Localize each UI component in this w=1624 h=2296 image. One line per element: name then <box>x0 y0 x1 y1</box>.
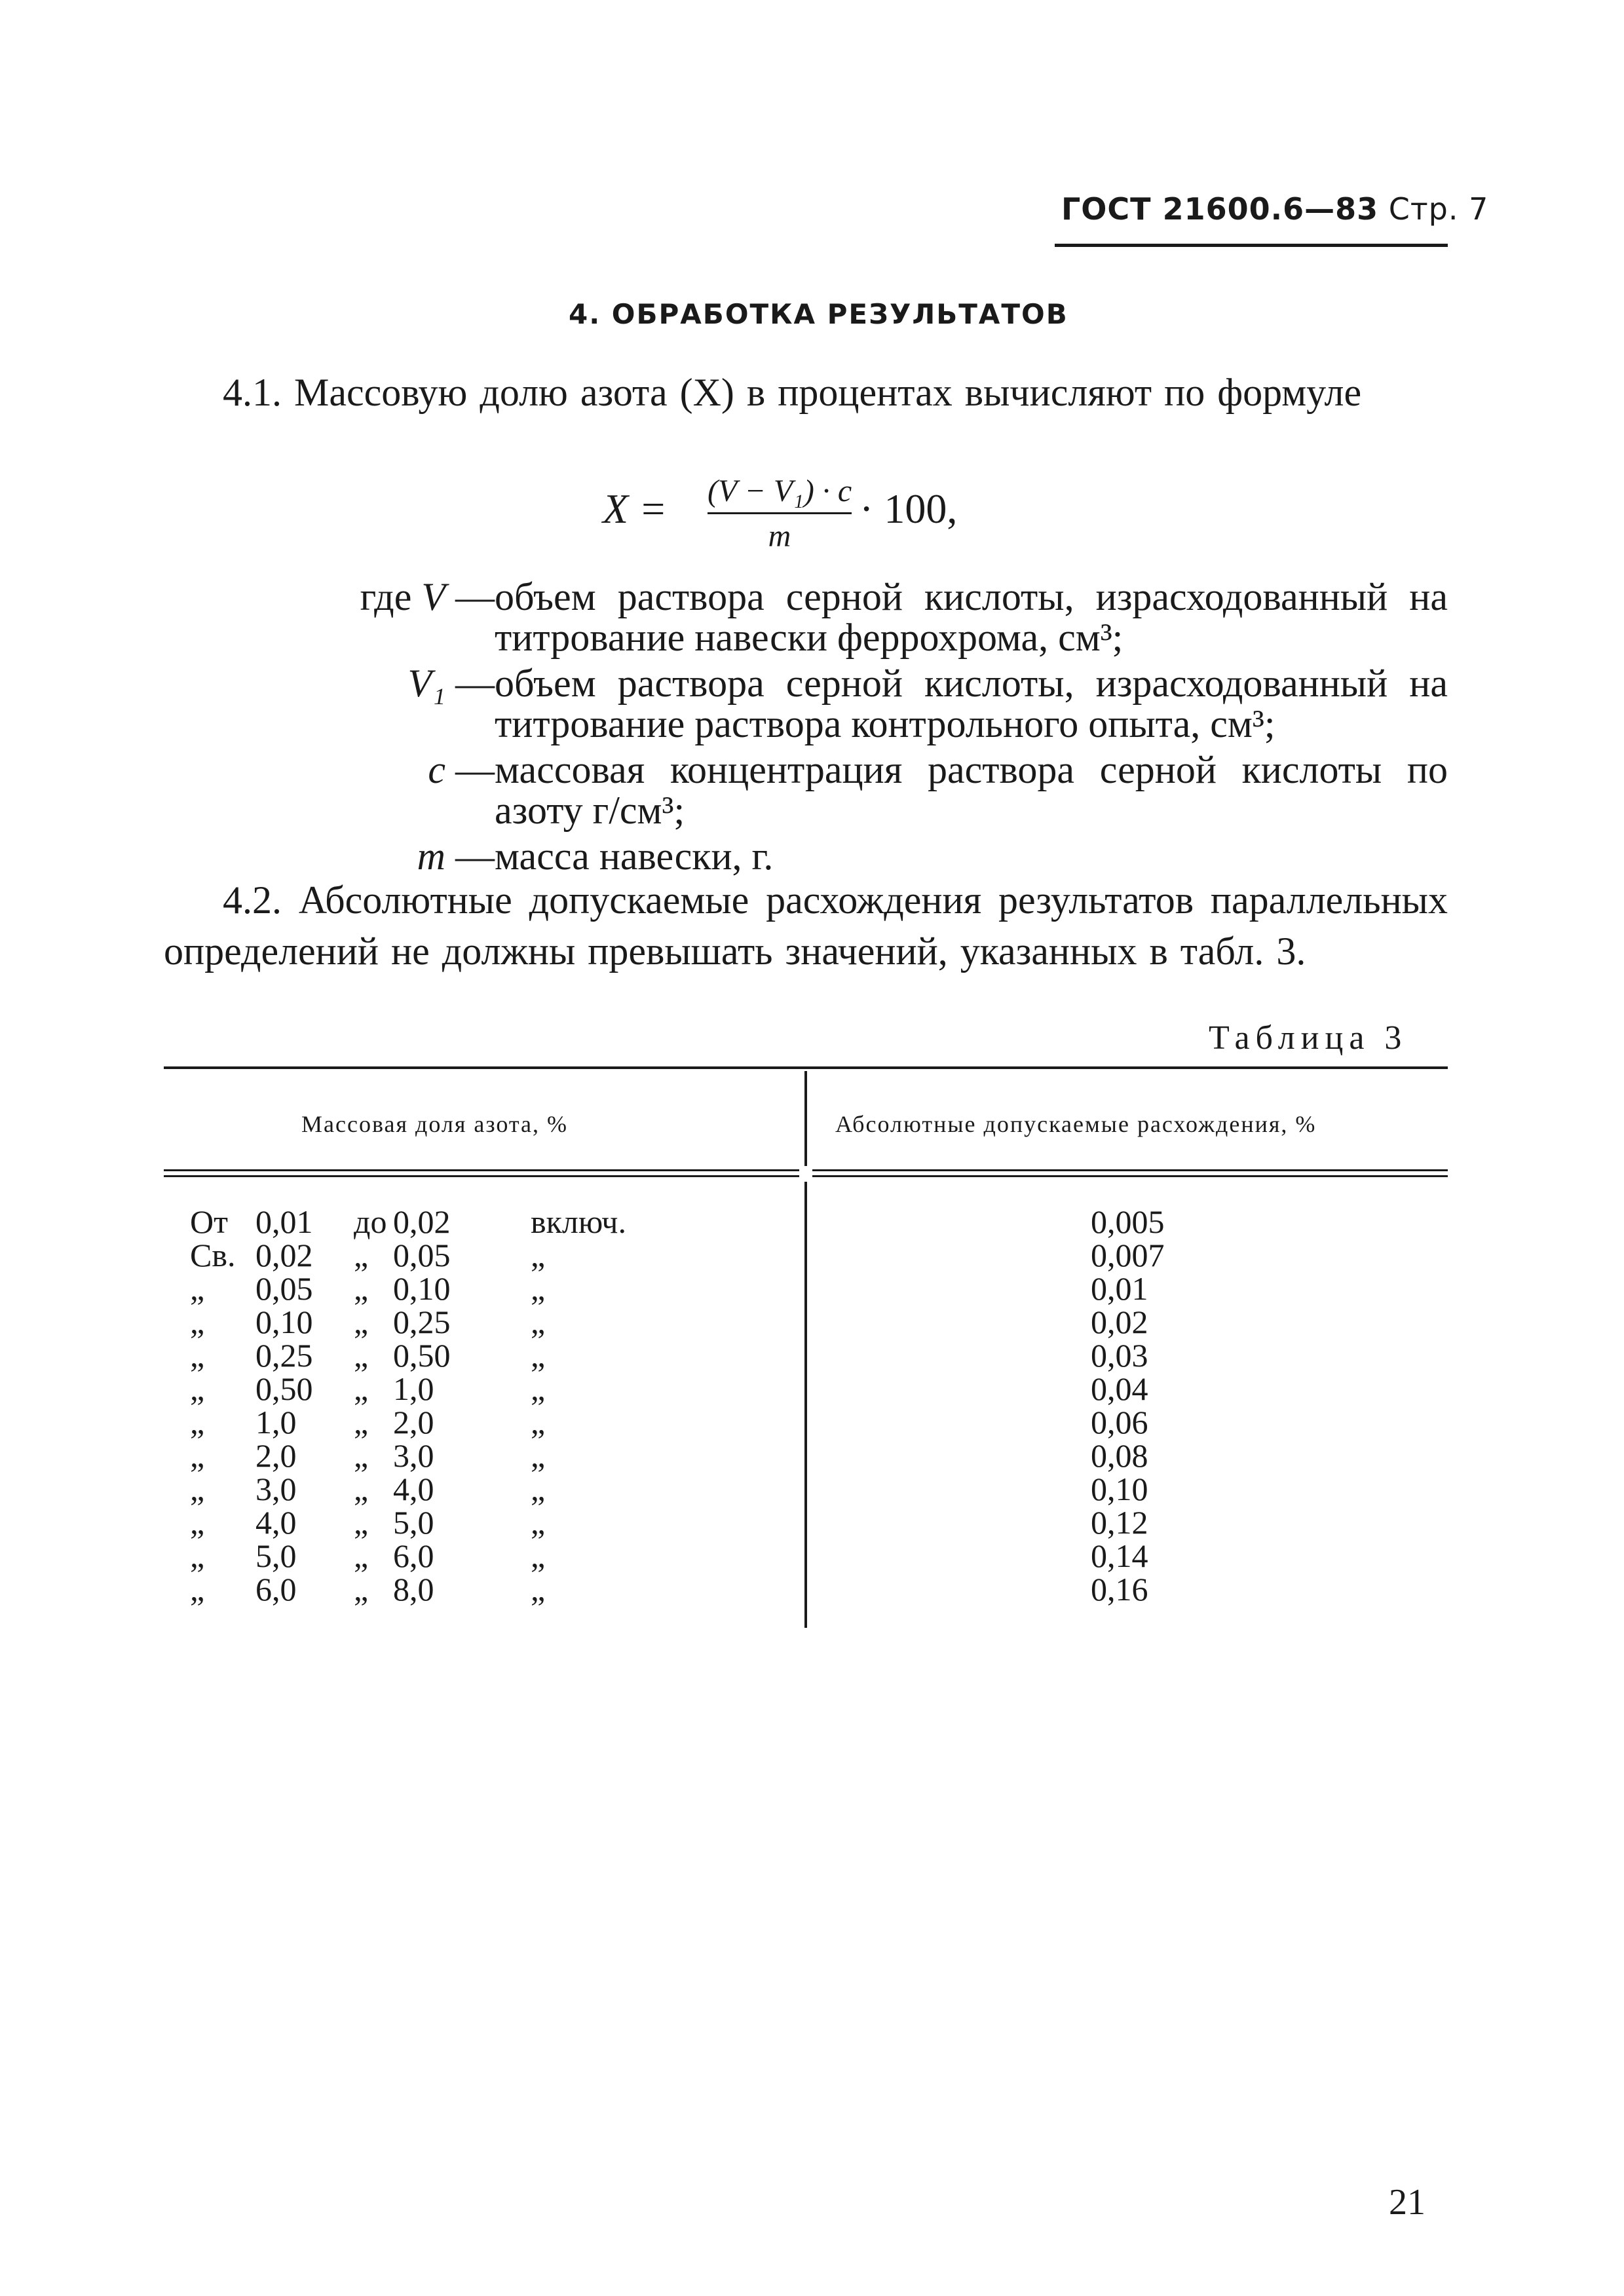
range-suffix: „ <box>531 1437 546 1474</box>
range-suffix: „ <box>531 1404 546 1440</box>
range-to: 3,0 <box>393 1437 434 1474</box>
range-prefix: „ <box>190 1471 205 1507</box>
table-cell-value: 0,03 <box>1091 1337 1148 1374</box>
table-row <box>190 1339 596 1372</box>
table-cell-value: 0,16 <box>1091 1571 1148 1608</box>
table-row <box>190 1272 596 1306</box>
definition-item <box>164 749 1448 831</box>
definition-dash: — <box>445 748 495 791</box>
definition-item <box>164 663 1448 744</box>
range-sep: „ <box>354 1370 369 1407</box>
range-suffix: включ. <box>531 1203 626 1240</box>
definition-text: масса навески, г. <box>495 835 774 878</box>
paragraph-4-1: 4.1. Массовую долю азота (X) в процентах вычисляют по формуле <box>223 371 1362 414</box>
table-column-ranges <box>190 1203 626 1608</box>
range-sep: „ <box>354 1471 369 1507</box>
range-sep: „ <box>354 1504 369 1541</box>
range-from: 0,01 <box>255 1203 313 1240</box>
formula-denominator: m <box>768 519 791 554</box>
table-cell-value: 0,14 <box>1091 1537 1148 1574</box>
table-cell-value: 0,04 <box>1091 1370 1148 1407</box>
fraction-bar <box>708 512 852 514</box>
formula-numerator: (V − V₁) · c <box>708 474 852 508</box>
range-to: 0,25 <box>393 1304 451 1340</box>
page-label: Стр. 7 <box>1388 191 1489 227</box>
range-to: 8,0 <box>393 1571 434 1608</box>
range-from: 0,10 <box>255 1304 313 1340</box>
range-from: 5,0 <box>255 1537 297 1574</box>
range-suffix: „ <box>531 1270 546 1307</box>
table-header-discrepancy: Абсолютные допускаемые расхождения, % <box>835 1111 1317 1137</box>
range-suffix: „ <box>531 1537 546 1574</box>
table-column-values <box>1091 1205 1165 1606</box>
definition-dash: — <box>445 662 495 705</box>
section-title: 4. ОБРАБОТКА РЕЗУЛЬТАТОВ <box>569 298 1068 330</box>
definition-dash: — <box>445 575 495 618</box>
range-suffix: „ <box>531 1370 546 1407</box>
range-from: 6,0 <box>255 1571 297 1608</box>
definition-text: объем раствора серной кислоты, израсходованный на титрование раствора контрольного опыта, см³; <box>495 662 1448 745</box>
definition-text: объем раствора серной кислоты, израсходованный на титрование навески феррохрома, см³; <box>495 575 1448 659</box>
definition-symbol: m <box>417 835 445 878</box>
page-header <box>1061 191 1488 227</box>
formula-lhs: X = <box>603 485 668 532</box>
range-to: 6,0 <box>393 1537 434 1574</box>
range-prefix: Св. <box>190 1237 236 1273</box>
range-to: 2,0 <box>393 1404 434 1440</box>
range-sep: до <box>354 1203 387 1240</box>
table-row <box>190 1573 596 1606</box>
range-suffix: „ <box>531 1337 546 1374</box>
range-from: 0,02 <box>255 1237 313 1273</box>
table-cell-value: 0,08 <box>1091 1437 1148 1474</box>
table-cell-value: 0,02 <box>1091 1304 1148 1340</box>
range-from: 0,25 <box>255 1337 313 1374</box>
range-to: 1,0 <box>393 1370 434 1407</box>
table-row <box>190 1239 596 1272</box>
page-number: 21 <box>1389 2182 1426 2223</box>
table-cell-value: 0,01 <box>1091 1270 1148 1307</box>
range-suffix: „ <box>531 1237 546 1273</box>
table-row <box>190 1406 596 1439</box>
range-suffix: „ <box>531 1304 546 1340</box>
table-cell-value: 0,10 <box>1091 1471 1148 1507</box>
range-sep: „ <box>354 1237 369 1273</box>
range-sep: „ <box>354 1437 369 1474</box>
range-prefix: „ <box>190 1270 205 1307</box>
table-cell-value: 0,007 <box>1091 1237 1165 1273</box>
range-from: 0,05 <box>255 1270 313 1307</box>
range-from: 4,0 <box>255 1504 297 1541</box>
range-sep: „ <box>354 1304 369 1340</box>
table-row <box>190 1473 596 1506</box>
range-prefix: „ <box>190 1337 205 1374</box>
range-from: 0,50 <box>255 1370 313 1407</box>
range-prefix: „ <box>190 1504 205 1541</box>
standard-number: ГОСТ 21600.6—83 <box>1061 191 1379 227</box>
table-row <box>190 1306 596 1339</box>
formula-fraction <box>708 472 852 556</box>
table-column-divider <box>804 1071 807 1628</box>
range-sep: „ <box>354 1571 369 1608</box>
range-prefix: „ <box>190 1537 205 1574</box>
range-to: 5,0 <box>393 1504 434 1541</box>
range-prefix: „ <box>190 1370 205 1407</box>
variable-definitions <box>164 576 1448 882</box>
definition-text: массовая концентрация раствора серной кислоты по азоту г/см³; <box>495 748 1448 832</box>
range-prefix: От <box>190 1203 228 1240</box>
table-caption: Таблица 3 <box>1209 1019 1408 1057</box>
range-from: 3,0 <box>255 1471 297 1507</box>
table-header-nitrogen: Массовая доля азота, % <box>301 1111 569 1137</box>
definition-prefix: где <box>360 575 422 618</box>
table-row <box>190 1372 596 1406</box>
range-sep: „ <box>354 1270 369 1307</box>
range-to: 4,0 <box>393 1471 434 1507</box>
definition-item <box>164 836 1448 876</box>
range-prefix: „ <box>190 1437 205 1474</box>
range-from: 2,0 <box>255 1437 297 1474</box>
range-from: 1,0 <box>255 1404 297 1440</box>
table-row <box>190 1506 596 1539</box>
definition-symbol: V <box>421 575 445 618</box>
range-sep: „ <box>354 1337 369 1374</box>
table-cell-value: 0,005 <box>1091 1203 1165 1240</box>
range-suffix: „ <box>531 1471 546 1507</box>
definition-symbol: V₁ <box>407 662 445 705</box>
table-row <box>190 1439 596 1473</box>
range-sep: „ <box>354 1537 369 1574</box>
range-to: 0,50 <box>393 1337 451 1374</box>
definition-item <box>164 576 1448 658</box>
table-row <box>190 1539 596 1573</box>
formula-rhs: · 100, <box>859 485 958 532</box>
table-cell-value: 0,06 <box>1091 1404 1148 1440</box>
header-rule <box>1055 244 1448 247</box>
paragraph-4-2: 4.2. Абсолютные допускаемые расхождения результатов параллельных определений не должны превышать значений, указанных в табл. 3. <box>164 878 1448 973</box>
table-cell-value: 0,12 <box>1091 1504 1148 1541</box>
table-top-rule <box>164 1066 1448 1069</box>
range-to: 0,10 <box>393 1270 451 1307</box>
definition-symbol: c <box>428 748 445 791</box>
range-prefix: „ <box>190 1404 205 1440</box>
table-row <box>190 1203 626 1240</box>
range-prefix: „ <box>190 1571 205 1608</box>
definition-dash: — <box>445 835 495 878</box>
table-divider-gap <box>799 1166 812 1182</box>
range-suffix: „ <box>531 1571 546 1608</box>
range-prefix: „ <box>190 1304 205 1340</box>
range-to: 0,05 <box>393 1237 451 1273</box>
range-sep: „ <box>354 1404 369 1440</box>
range-to: 0,02 <box>393 1203 451 1240</box>
range-suffix: „ <box>531 1504 546 1541</box>
